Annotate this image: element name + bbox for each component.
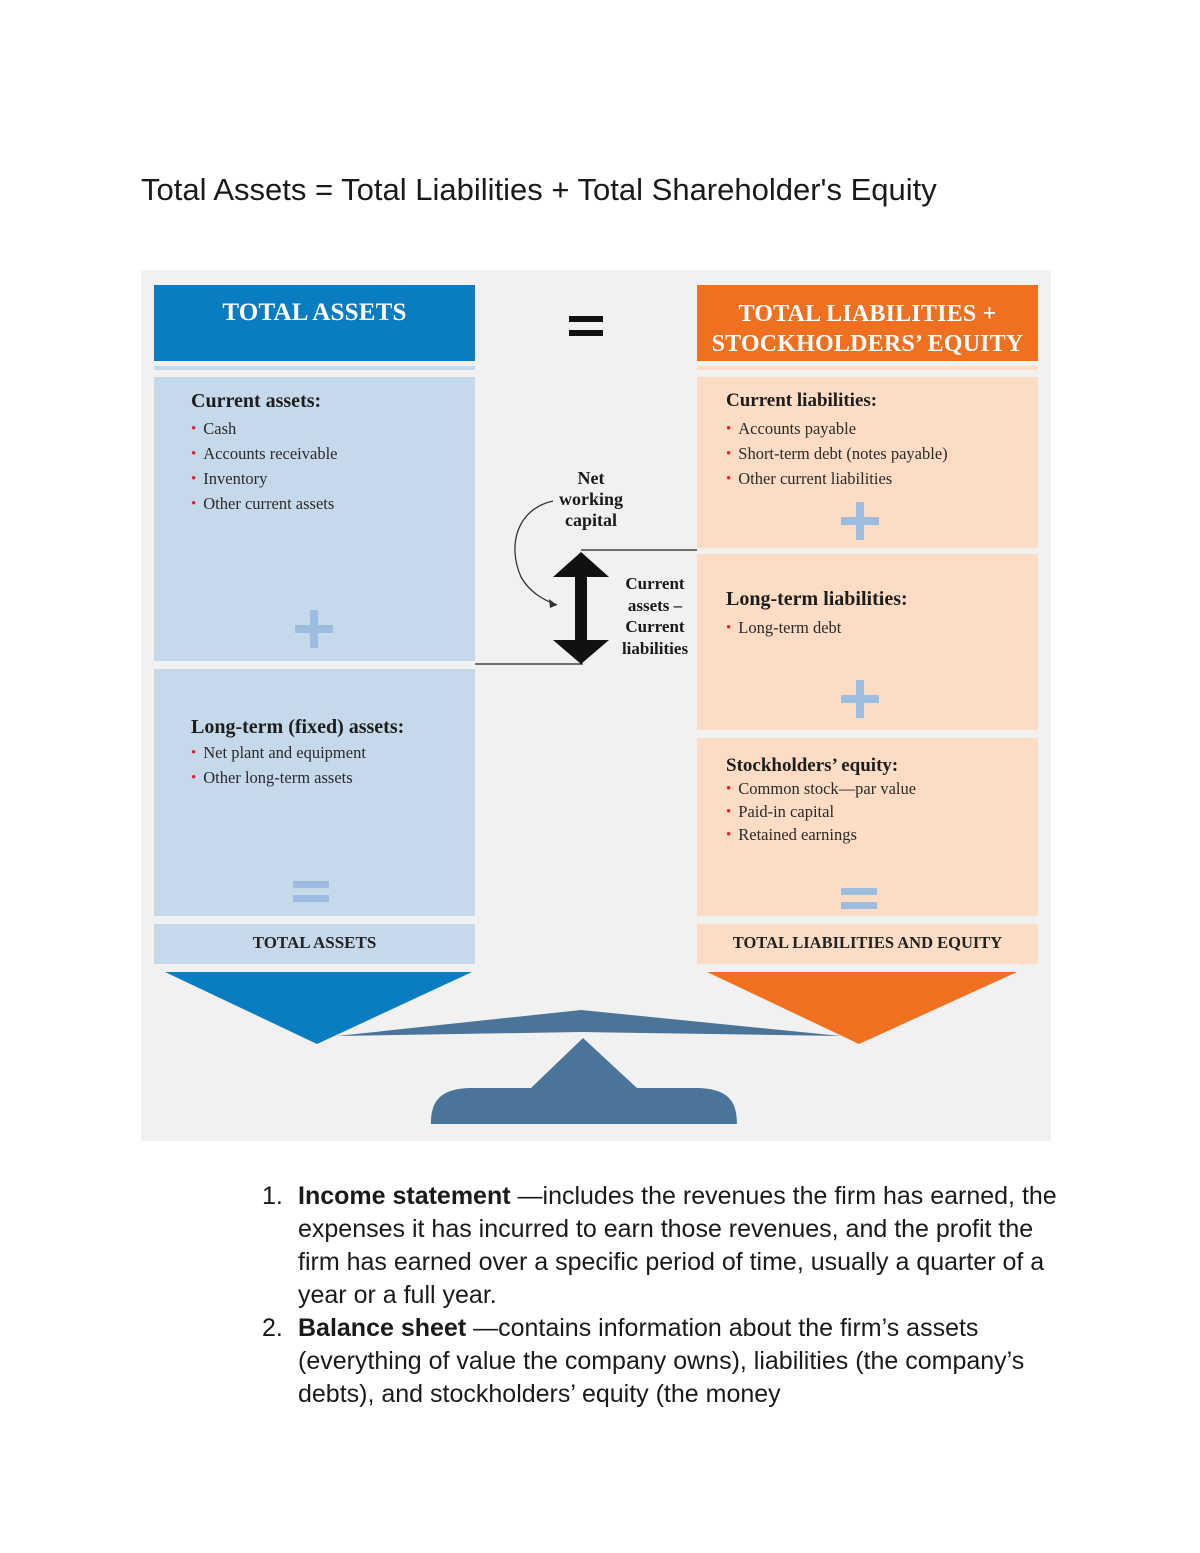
curved-arrow-head-icon [549, 599, 557, 608]
list-item: • Paid-in capital [726, 802, 835, 821]
long-term-assets-list [191, 741, 366, 791]
label-line: assets – [627, 595, 683, 615]
label-line: Current [625, 617, 685, 636]
header-line-2: STOCKHOLDERS’ EQUITY [711, 331, 1024, 357]
list-item [262, 1312, 1062, 1411]
list-item: • Long-term debt [726, 618, 842, 637]
plus-icon [841, 502, 879, 540]
list-item: • Inventory [191, 469, 268, 488]
label-line: capital [565, 510, 617, 530]
current-liabilities-panel [697, 377, 1038, 548]
plus-icon [841, 680, 879, 718]
stockholders-equity-panel [697, 738, 1038, 916]
list-term: Balance sheet [298, 1314, 467, 1342]
financial-statements-list [262, 1180, 1062, 1411]
long-term-liabilities-list [726, 616, 841, 641]
label-line: liabilities [621, 638, 689, 658]
current-liabilities-title: Current liabilities: [726, 390, 878, 411]
list-item [262, 1180, 1062, 1312]
label-line: Net [577, 468, 605, 488]
current-assets-list [191, 417, 338, 517]
long-term-assets-title: Long-term (fixed) assets: [191, 716, 405, 738]
list-term: Income statement [298, 1182, 511, 1210]
list-item: • Accounts payable [726, 419, 857, 438]
total-liabilities-equity-header [697, 285, 1038, 361]
net-working-capital-label [549, 468, 633, 531]
scale-beam-icon [337, 1010, 841, 1036]
stockholders-equity-list [726, 778, 916, 847]
total-liabilities-equity-label: TOTAL LIABILITIES AND EQUITY [732, 933, 1003, 952]
current-liabilities-list [726, 417, 948, 492]
scale-base-icon [431, 1038, 737, 1124]
list-text: —contains information about the firm’s assets (everything of value the company owns), liabilities (the company’s debts), and stockholders’ equity (the money [298, 1314, 1025, 1408]
formula-label [613, 573, 697, 659]
total-assets-label: TOTAL ASSETS [252, 933, 377, 952]
header-line-1: TOTAL LIABILITIES + [738, 301, 997, 327]
list-item: • Accounts receivable [191, 444, 338, 463]
equals-icon [841, 888, 877, 910]
plus-icon [295, 610, 333, 648]
left-header-rule [154, 366, 475, 370]
current-assets-panel [154, 377, 475, 661]
list-item: • Common stock—par value [726, 779, 917, 798]
total-assets-header: TOTAL ASSETS [154, 285, 475, 361]
list-item: • Other current assets [191, 494, 335, 513]
list-item: • Cash [191, 419, 237, 438]
long-term-assets-panel [154, 669, 475, 916]
list-item: • Short-term debt (notes payable) [726, 444, 948, 463]
long-term-liabilities-title: Long-term liabilities: [726, 588, 908, 610]
long-term-liabilities-panel [697, 554, 1038, 730]
list-item: • Retained earnings [726, 825, 857, 844]
stockholders-equity-title: Stockholders’ equity: [726, 755, 899, 776]
balance-scale-graphic [141, 960, 1051, 1141]
list-item: • Other current liabilities [726, 469, 893, 488]
total-assets-footer [154, 924, 475, 964]
double-arrow-icon [553, 552, 609, 664]
right-header-rule [697, 366, 1038, 370]
equals-icon [569, 316, 603, 336]
list-text: —includes the revenues the firm has earned, the expenses it has incurred to earn those revenues, and the profit the firm has earned over a specific period of time, usually a quarter of a year or a full year. [298, 1182, 1057, 1309]
balance-sheet-diagram [141, 270, 1051, 1141]
list-number: 1. [262, 1182, 283, 1210]
page-heading: Total Assets = Total Liabilities + Total Shareholder's Equity [141, 172, 937, 207]
label-line: Current [625, 574, 685, 593]
list-item: • Other long-term assets [191, 768, 353, 787]
total-liabilities-equity-footer [697, 924, 1038, 964]
label-line: working [558, 489, 623, 509]
list-number: 2. [262, 1314, 283, 1342]
equals-icon [293, 881, 329, 903]
list-item: • Net plant and equipment [191, 743, 366, 762]
current-assets-title: Current assets: [191, 390, 322, 412]
